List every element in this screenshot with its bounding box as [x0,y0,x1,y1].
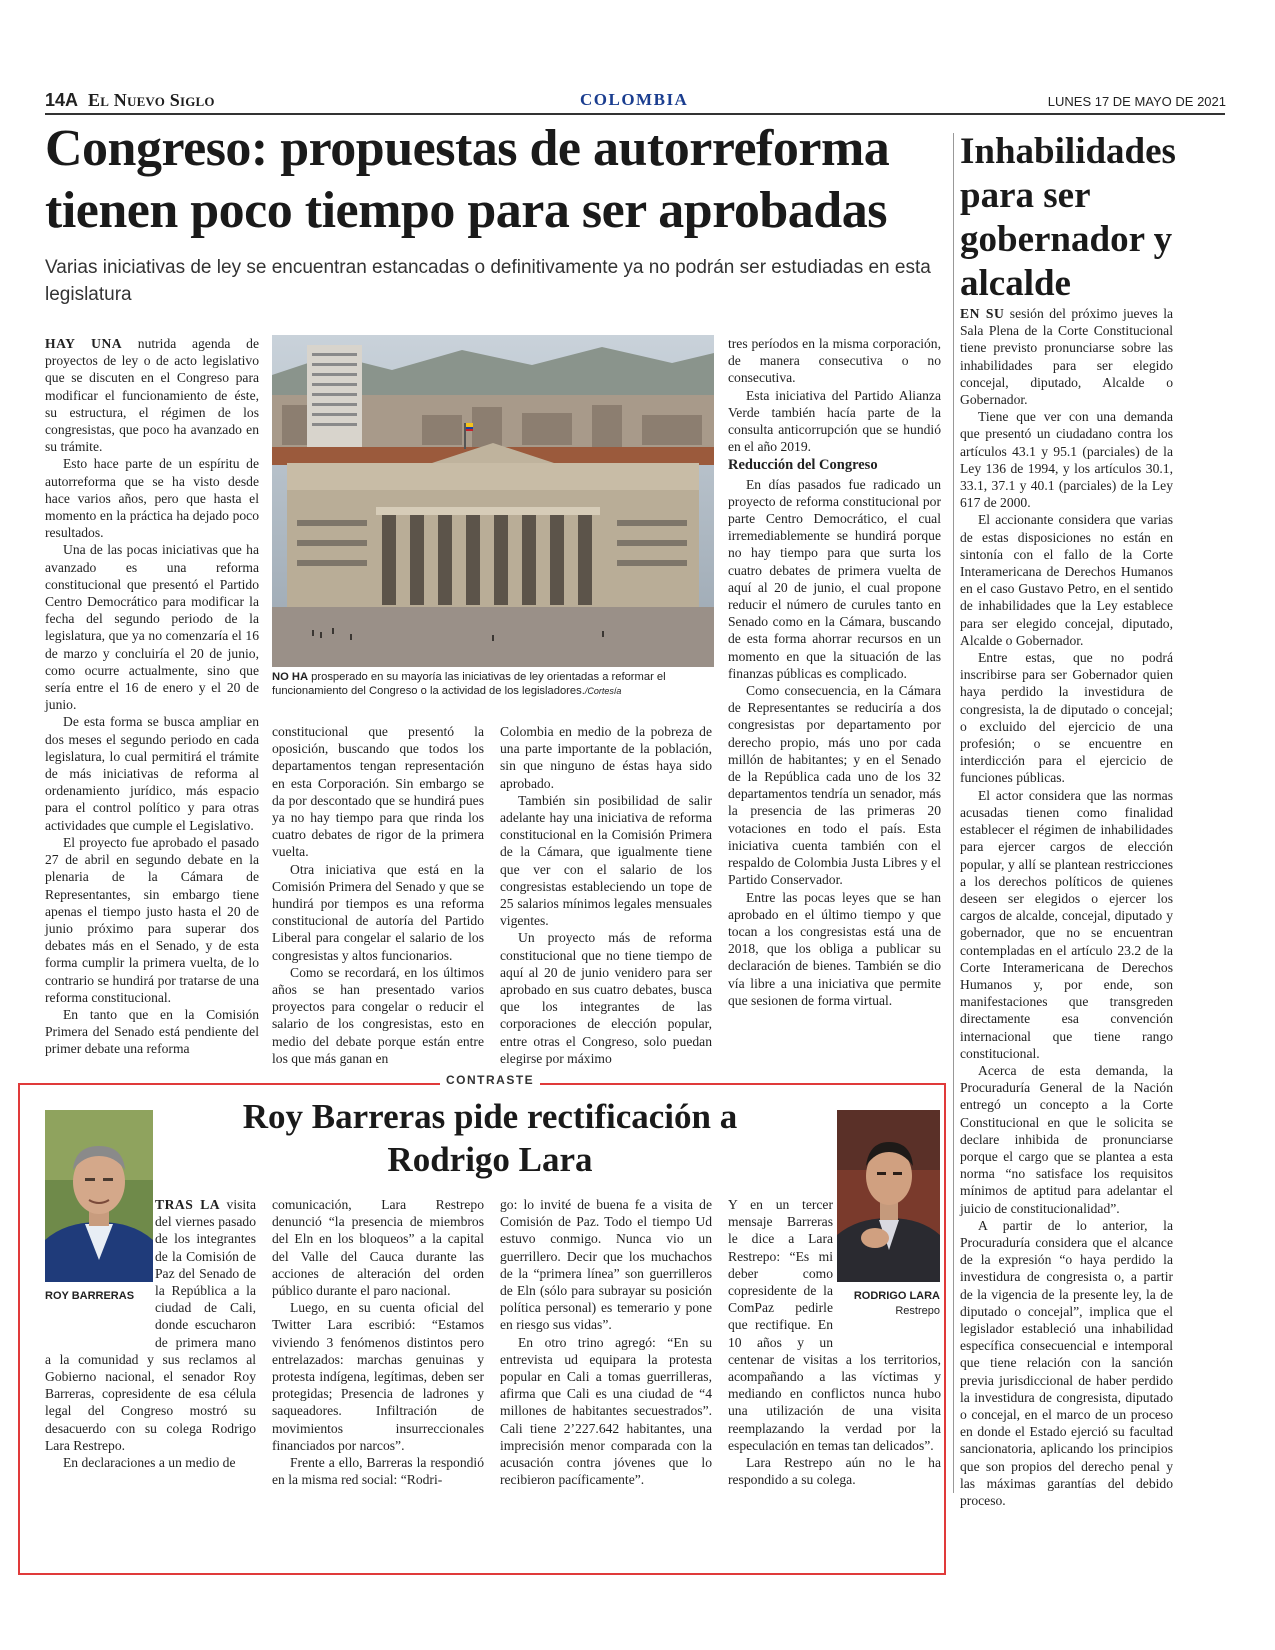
article-paragraph: Una de las pocas iniciativas que ha avanzado es una reforma constitucional que presentó el Partido Centro Democrático para modificar la fecha del segundo periodo de la legislatura, que ya no comenzaría el 16 de marzo y concluiría el 20 de junio, como ocurre actualmente, sino que sería entre el 16 de enero y el 20 de junio. [45,542,259,713]
contraste-paragraph: Frente a ello, Barreras la respondió en la misma red social: “Rodri- [272,1455,484,1488]
main-headline: Congreso: propuestas de autorreforma tienen poco tiempo para ser aprobadas [45,120,890,239]
sidebar-divider [953,133,954,1493]
article-column-3 [500,723,712,1073]
contraste-column-1 [45,1196,256,1476]
article-paragraph: También sin posibilidad de salir adelante hay una iniciativa de reforma constitucional en la Comisión Primera de la Cámara, que igualmente tiene que ver con el salario de los congresistas estableciendo un tope de 25 salarios mínimos legales mensuales vigentes. [500,792,712,929]
article-paragraph: HAY UNA nutrida agenda de proyectos de ley o de acto legislativo que se discuten en el Congreso para modificar el funcionamiento de éste, su estructura, el régimen de los congresistas, que poco ha avanzado en su trámite. [45,336,259,455]
article-paragraph: Un proyecto más de reforma constitucional que no tiene tiempo de aquí al 20 de junio venidero para ser aprobado en sus cuatro debates, busca que los integrantes de las corporaciones de elección popular, entre otras el Congreso, solo puedan elegirse por máximo [500,930,712,1066]
photo-space [833,1196,941,1336]
article-column-2 [272,723,484,1073]
sidebar-paragraph: Tiene que ver con una demanda que presentó un ciudadano contra los artículos 43.1 y 95.1 (parciales) de la Ley 136 de 1994, y los artículos 30.1, 33.1, 37.1 y 40.1 (parciales) de la Ley 617 de 2000. [960,409,1173,511]
sidebar-paragraph: El accionante considera que varias de estas disposiciones no están en sintonía con el fallo de la Corte Interamericana de Derechos Humanos en el caso Gustavo Petro, en el sentido de inhabilidades que la Ley establece para ser elegido concejal, diputado, Alcalde o Gobernador. [960,512,1173,648]
lara-name-bold: RODRIGO LARA [853,1290,940,1302]
article-paragraph: Como se recordará, en los últimos años se han presentado varios proyectos para congelar o reducir el salario de los congresistas, esto en medio del debate porque están entre los que más ganan en [272,964,484,1066]
contraste-lead: TRAS LA [155,1197,221,1212]
article-subhead: Reducción del Congreso [728,457,878,474]
photo-caption [272,670,714,698]
section-name: COLOMBIA [580,90,689,109]
sidebar-paragraph: EN SU sesión del próximo jueves la Sala Plena de la Corte Constitucional tiene previsto pronunciarse sobre las inhabilidades para ser elegido concejal, diputado, Alcalde o Gobernador. [960,306,1174,408]
photo-credit: /Cortesía [584,686,622,696]
contraste-paragraph: TRAS LA visita del viernes pasado de los integrantes de la Comisión de Paz del Senado de la República a la ciudad de Cali, donde escucharon de primera mano a la comunidad y sus reclamos al Gobierno nacional, el senador Roy Barreras, copresidente de esa célula legal del Congreso mostró su desacuerdo con su colega Rodrigo Lara Restrepo. [45,1197,256,1453]
article-paragraph: De esta forma se busca ampliar en dos meses el segundo periodo en cada legislatura, lo cual permitirá el trámite de más iniciativas de reforma al ordenamiento jurídico, más espacio para el control político y para otras actividades que cumple el Legislativo. [45,714,259,833]
lara-name-rest: Restrepo [895,1305,940,1317]
contraste-paragraph: Y en un tercer mensaje Barreras le dice a Lara Restrepo: “Es mi deber como copresidente de la ComPaz pedirle que rectifique. En 10 años y un centenar de visitas a los territorios, acompañando a las víctimas y mediando en conflictos nunca hubo una utilización de una visita reemplazando la verdad por la especulación en temas tan delicados”. [728,1197,941,1453]
newspaper-name: El Nuevo Siglo [88,90,215,110]
article-paragraph: En días pasados fue radicado un proyecto de reforma constitucional por parte Centro Democrático, el cual irremediablemente se hundirá porque no hay tiempo para que surta los cuatro debates de primera vuelta de aquí al 20 de junio, el cual propone reducir el número de curules tanto en Senado como en la Cámara, buscando de esta forma ahorrar recursos en un momento en que la situación de las finanzas públicas es complicado. [728,476,941,681]
contraste-column-2 [272,1196,484,1488]
contraste-paragraph: go: lo invité de buena fe a visita de Comisión de Paz. Todo el tiempo Ud estuvo conmigo. Nunca vio un guerrillero. Decir que los muchachos de la “primera línea” son guerrilleros de Eln (sólo para subrayar su posición política personal) es temerario y pone en riesgo sus vidas”. [500,1197,712,1333]
article-column-4 [728,335,941,1073]
article-lead: HAY UNA [45,336,123,351]
sidebar-paragraph: Entre estas, que no podrá inscribirse para ser Gobernador quien haya perdido la investidura de congresista, la de diputado o concejal; o excluido del ejercicio de una profesión; o se encuentre en interdicción para el ejercicio de funciones públicas. [960,650,1173,786]
sidebar-paragraph: Acerca de esta demanda, la Procuraduría General de la Nación entregó un concepto a la Corte Constitucional en que le solicita se declare inhibida de pronunciarse porque el cargo que se plantea a esta norma “no satisface los requisitos mínimos de aptitud para adelantar el juicio de constitucionalidad”. [960,1062,1173,1216]
article-paragraph: Como consecuencia, en la Cámara de Representantes se reduciría a dos congresistas por departamento por derecho propio, más uno por cada millón de habitantes; y en el Senado de la República cada uno de los 32 departamentos tendría un senador, más la presencia de las primeras 20 votaciones en todo el país. Esta iniciativa cuenta también con el respaldo de Colombia Justa Libres y el Partido Conservador. [728,683,941,888]
article-paragraph: constitucional que presentó la oposición, buscando que todos los departamentos tengan representación en esta Corporación. Sin embargo se da por descontado que se hundirá pues ya no hay tiempo para que rinda los cuatro debates de rigor de la primera vuelta. [272,724,484,860]
caption-text: prosperado en su mayoría las iniciativas de ley orientadas a reformar el funcionamiento del Congreso o la actividad de los legisladores. [272,671,666,697]
page-number: 14A [45,90,79,110]
issue-date: LUNES 17 DE MAYO DE 2021 [1047,94,1226,109]
article-column-1 [45,335,259,1073]
article-paragraph: Otra iniciativa que está en la Comisión Primera del Senado y que se hundirá por tiempos es una reforma constitucional de autoría del Partido Liberal para congelar el salario de los congresistas y altos funcionarios. [272,861,484,963]
caption-lead: NO HA [272,671,309,683]
article-paragraph: tres períodos en la misma corporación, de manera consecutiva o no consecutiva. [728,336,941,386]
photo-space [45,1196,155,1341]
header-rule [45,113,1225,115]
sidebar-paragraph: A partir de lo anterior, la Procuraduría considera que el alcance de la expresión “o haya perdido la investidura de congresista o, a partir de la vigencia de la presente ley, la de diputado o concejal”, implica que el legislador estableció una inhabilidad específica consecuencial e intemporal que tiene relación con la sanción previa jurisdiccional de haber perdido la investidura de congresista, diputado o concejal, en el marco de un proceso en donde el Estado ejerció su facultad sancionatoria, aplicando los principios que son propios del derecho penal y las máximas garantías del debido proceso. [960,1217,1173,1509]
article-paragraph: El proyecto fue aprobado el pasado 27 de abril en segundo debate en la plenaria de la Cámara de Representantes, sin embargo tiene apenas el tiempo justo hasta el 20 de junio próximo para superar dos debates más en el Senado, y de esta forma cumplir la primera vuelta, de lo contrario se hundirá por tratarse de una reforma constitucional. [45,834,259,1005]
contraste-paragraph: En otro trino agregó: “En su entrevista ud equipara la protesta popular en Cali a tomas guerrilleras, afirma que Cali es una ciudad de “4 millones de habitantes secuestrados”. Cali tiene 2’227.642 habitantes, una imprecisión menor comparada con la acusación contra jóvenes que lo recibieron pacíficamente”. [500,1334,712,1488]
article-paragraph: En tanto que en la Comisión Primera del Senado está pendiente del primer debate una reforma [45,1006,259,1057]
sidebar-lead: EN SU [960,306,1005,321]
article-paragraph: Esto hace parte de un espíritu de autorreforma que se ha visto desde hace varios años, pero que hasta el momento en la práctica ha dejado poco resultados. [45,456,259,541]
contraste-label: CONTRASTE [440,1073,540,1087]
contraste-column-4 [728,1196,941,1488]
contraste-paragraph: En declaraciones a un medio de [63,1455,236,1471]
roy-barreras-name: ROY BARRERAS [45,1290,135,1302]
article-paragraph: Esta iniciativa del Partido Alianza Verde también hacía parte de la consulta anticorrupción que se hundió en el año 2019. [728,387,941,455]
sidebar-column [960,305,1174,1509]
contraste-paragraph: comunicación, Lara Restrepo denunció “la presencia de miembros del Eln en los bloqueos” a la capital del Valle del Cauca durante las acciones de alteración del orden público durante el paro nacional. [272,1197,484,1299]
sidebar-paragraph: El actor considera que las normas acusadas tienen como finalidad establecer el régimen de inhabilidades para ejercer cargos de elección popular, y allí se plantean restricciones a los derechos políticos de quienes deseen ser elegidos o ejercer los cargos de alcalde, concejal, diputado y gobernador, que no se encuentran contempladas en el artículo 23.2 de la Corte Interamericana de Derechos Humanos y, por ende, son manifestaciones que transgreden directamente esa convención internacional que tiene rango constitucional. [960,787,1173,1061]
sidebar-headline: Inhabilidades para ser gobernador y alcalde [960,131,1176,304]
contraste-paragraph: Luego, en su cuenta oficial del Twitter Lara escribió: “Estamos viviendo 3 fenómenos distintos pero entrelazados: marchas genuinas y protesta indígena, legítimas, deben ser protegidas; Presencia de ladrones y saqueadores. Infiltración de movimientos insurreccionales financiados por narcos”. [272,1300,484,1453]
main-subheadline: Varias iniciativas de ley se encuentran estancadas o definitivamente ya no podrán ser estudiadas en esta legislatura [45,257,931,305]
contraste-headline: Roy Barreras pide rectificación a Rodrigo Lara [242,1097,738,1179]
article-paragraph: Colombia en medio de la pobreza de una parte importante de la población, sin que ninguno de éstas haya sido aprobado. [500,724,712,791]
capitol-photo [272,335,714,667]
contraste-column-3 [500,1196,712,1488]
contraste-paragraph: Lara Restrepo aún no le ha respondido a su colega. [728,1455,941,1488]
article-paragraph: Entre las pocas leyes que se han aprobado en el último tiempo y que tocan a los congresistas está una de 2018, que los obliga a publicar su declaración de bienes. También se dio vía libre a una iniciativa que permite que sesionen de forma virtual. [728,889,941,1008]
